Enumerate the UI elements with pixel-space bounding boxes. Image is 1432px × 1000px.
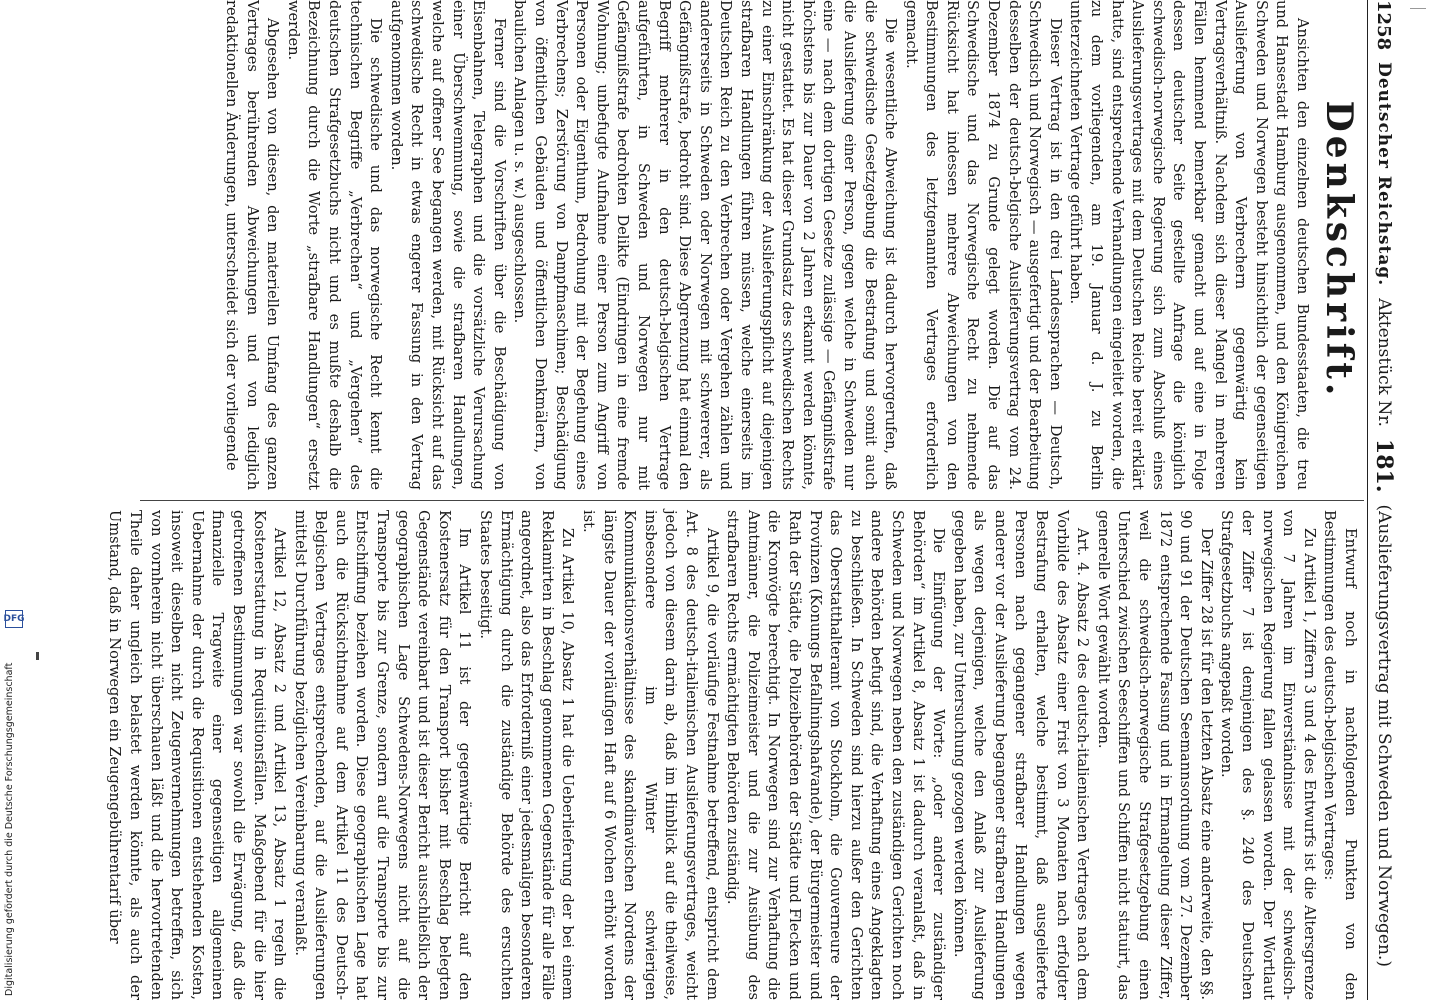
page-number: 1258 bbox=[1373, 0, 1395, 51]
digitization-credit bbox=[3, 610, 25, 996]
paragraph: Zu Artikel 10, Absatz 1 hat die Ueberlieferung der bei einem Reklamirten in Beschlag genommenen Gegenstände für alle Fälle angeordnet, also das Erforderniß einer jedesmaligen besonderen Ermächtigung durch die zuständige Behörde des ersuchten Staates beseitigt. bbox=[477, 510, 577, 1000]
dfg-logo-icon: DFG bbox=[5, 610, 23, 628]
running-header bbox=[1367, 0, 1400, 1000]
credit-text: Digitalisierung gefördert durch die Deutsche Forschungsgemeinschaft bbox=[4, 662, 15, 996]
annex-number: 181. bbox=[1371, 438, 1397, 493]
annex-label: Aktenstück Nr. bbox=[1374, 298, 1394, 427]
paragraph: Artikel 9, die vorläufige Festnahme betreffend, entspricht dem Art. 8 des deutsch-italienischen Auslieferungsvertrages, weicht jedoch von diesem darin ab, daß im Hinblick auf die theilweise, insbesondere im Winter schwierigen Kommunikationsverhältnisse des skandinavischen Nordens der längste Dauer der vorläufigen Haft auf 6 Wochen erhöht worden ist. bbox=[580, 510, 721, 1000]
right-column bbox=[104, 510, 1360, 1000]
paragraph: Der Ziffer 28 ist für den letzten Absatz eine anderweite, den §§. 90 und 91 der Deutschen Seemannsordnung vom 27. Dezember 1872 entsprechende Fassung und in Ermangelung dieser Ziffer, weil die schwedisch-norwegische Strafgesetzgebung einen Unterschied zwischen Seeschiffen und Schiffen nicht statuirt, das generelle Wort gewählt worden. bbox=[1094, 510, 1215, 1000]
paragraph: Dieser Vertrag ist in den drei Landessprachen — Deutsch, Schwedisch und Norwegisch — ausgefertigt und der Bearbeitung desselben der deutsch-belgische Auslieferungsvertrag vom 24. Dezember 1874 zu Grunde gelegt worden. Die auf das Schwedische und das Norwegische Recht zu nehmende Rücksicht hat indessen mehrere Abweichungen von den Bestimmungen des letztgenannten Vertrages erforderlich gemacht. bbox=[902, 0, 1064, 490]
paragraph: Im Artikel 11 ist der gegenwärtige Bericht auf den Kostenersatz für den Transport bisher mit Beschlag belegten Gegenstände vereinbart und ist dieser Bericht ausschließlich der geographischen Lage Schwedens-Norwegens nicht auf die Transporte bis zur Grenze, sondern auf die Transporte bis zur Entschiffung beziehen worden. Diese geographischen Lage hat auch die Rücksichtnahme auf dem Artikel 11 des Deutsch-Belgischen Vertrages entsprechenden, auf die Auslieferungen mittelst Durchführung bezüglichen Vereinbarung veranlaßt. bbox=[291, 510, 474, 1000]
paragraph: Artikel 12, Absatz 2 und Artikel 13, Absatz 1 regeln die Kostenerstattung in Requisitionsfällen. Maßgebend für die hier getroffenen Bestimmungen war sowohl die Erwägung, daß die finanzielle Tragweite einer gegenseitigen allgemeinen Uebernahme der durch die Requisitionen entstehenden Kosten, insoweit dieselben nicht Zeugenvernehmungen betreffen, sich von vornherein nicht überschauen läßt und die hervortretenden Theile daher ungleich belastet werden könnte, als auch der Umstand, daß in Norwegen ein Zeugengebührentarif über bbox=[106, 510, 289, 1000]
paragraph: Zu Artikel 1, Ziffern 3 und 4 des Entwurfs ist die Altersgrenze von 7 Jahren im Einverständnisse mit der schwedisch-norwegischen Regierung fallen gelassen worden. Der Wortlaut der Ziffer 7 ist demjenigen des §. 240 des Deutschen Strafgesetzbuchs angepaßt worden. bbox=[1218, 510, 1318, 1000]
column-divider bbox=[140, 500, 1364, 501]
scan-artifact bbox=[36, 652, 39, 660]
paragraph: Ansichten den einzelnen deutschen Bundesstaaten, die treu und Hansestadt Hamburg ausgenommen, und den Königreichen Schweden und Norwegen besteht hinsichtlich der gegenseitigen Auslieferung von Verbrechern gegenwärtig kein Vertragsverhältniß. Nachdem sich dieser Mangel in mehreren Fällen hemmend bemerkbar gemacht und auf eine in Folge dessen deutscher Seite gestellte Anfrage die königlich schwedisch-norwegische Regierung sich zum Abschluß eines Auslieferungsvertrages mit dem Deutschen Reiche bereit erklärt hatte, sind entsprechende Verhandlungen eingeleitet worden, die zu dem vorliegenden, am 19. Januar d. J. zu Berlin unterzeichneten Vertrage geführt haben. bbox=[1067, 0, 1311, 490]
paragraph: Entwurf noch in nachfolgenden Punkten von den Bestimmungen des deutsch-belgischen Vertrages: bbox=[1321, 510, 1359, 1000]
paragraph: Abgesehen von diesen, den materiellen Umfang des ganzen Vertrages berührenden Abweichungen und von lediglich redaktionellen Änderungen, unterscheidet sich der vorliegende bbox=[223, 0, 282, 490]
paragraph: Ferner sind die Vorschriften über die Beschädigung von Eisenbahnen, Telegraphen und die vorsätzliche Verursachung einer Überschwemmung, sowie die strafbaren Handlungen, welche auf offener See begangen werden, mit Rücksicht auf das schwedische Recht in etwas engerer Fassung in den Vertrag aufgenommen worden. bbox=[387, 0, 508, 490]
paragraph: Die schwedische und das norwegische Recht kennt die technischen Begriffe „Verbrechen“ und „Vergehen“ des deutschen Strafgesetzbuchs nicht und es mußte deshalb die Bezeichnung durch die Worte „strafbare Handlungen“ ersetzt werden. bbox=[284, 0, 385, 490]
paragraph: Die wesentliche Abweichung ist dadurch hervorgerufen, daß die schwedische Gesetzgebung die Bestrafung und somit auch die Auslieferung einer Person, gegen welche in Schweden nur eine — nach dem dortigen Gesetze zulässige — Gefängnißstrafe höchstens bis zur Dauer von 2 Jahren erkannt werden könnte, nicht gestattet. Es hat dieser Grundsatz des schwedischen Rechts zu einer Einschränkung der Auslieferungspflicht auf diejenigen strafbaren Handlungen führen müssen, welche einerseits im Deutschen Reich zu den Verbrechen oder Vergehen zählen und andererseits in Schweden oder Norwegen mit schwererer, als Gefängnißstrafe, bedroht sind. Diese Abgrenzung hat einmal den Begriff mehrerer in den deutsch-belgischen Vertrage aufgeführten, in Schweden und Norwegen nur mit Gefängnißstrafe bedrohten Delikte (Eindringen in eine fremde Wohnung; unbefugte Aufnahme einer Person zum Angriff von Personen oder Eigenthum, Bedrohung mit der Begehung eines Verbrechens; Zerstörung von Dampfmaschinen; Beschädigung von öffentlichen Gebäuden und öffentlichen Denkmälern, von baulichen Anlagen u. s. w.) ausgeschlossen. bbox=[511, 0, 900, 490]
left-column bbox=[221, 0, 1312, 490]
document-title: Denkschrift. bbox=[1318, 100, 1360, 400]
document-subject: (Auslieferungsvertrag mit Schweden und Norwegen.) bbox=[1374, 504, 1394, 967]
rotated-page-content bbox=[106, 0, 1400, 1000]
publication-title: Deutscher Reichstag. bbox=[1374, 62, 1394, 287]
paragraph: Art. 4. Absatz 2 des deutsch-italienischen Vertrages nach dem Vorbilde des Absatz einer Frist von 3 Monaten nach erfolgter Bestrafung erhalten, welche bestimmt, daß ausgelieferte Personen nach gegangener strafbarer Handlungen wegen anderer vor der Auslieferung begangener strafbaren Handlungen als wegen derjenigen, welche den Anlaß zur Auslieferung gegeben haben, zur Untersuchung gezogen werden können. bbox=[950, 510, 1092, 1000]
page-edge-mark bbox=[1410, 2, 1426, 9]
paragraph: Die Einfügung der Worte: „oder anderer zuständiger Behörden“ im Artikel 8, Absatz 1 ist dadurch veranlaßt, daß in Schweden und Norwegen neben den zuständigen Gerichten noch andere Behörden befugt sind, die Verhaftung eines Angeklagten zu beschließen. In Schweden sind hierzu außer den Gerichten das Oberstatthalteramt von Stockholm, die Gouverneure der Provinzen (Konungs Befallningshafvande), der Bürgermeister und Rath der Städte, die Polizeibehörden der Städte und Flecken und die Kronvögte berechtigt. In Norwegen sind zur Verhaftung die Amtmänner, die Polizeimeister und die zur Ausübung des strafbaren Rechts ermächtigten Behörden zuständig. bbox=[724, 510, 948, 1000]
